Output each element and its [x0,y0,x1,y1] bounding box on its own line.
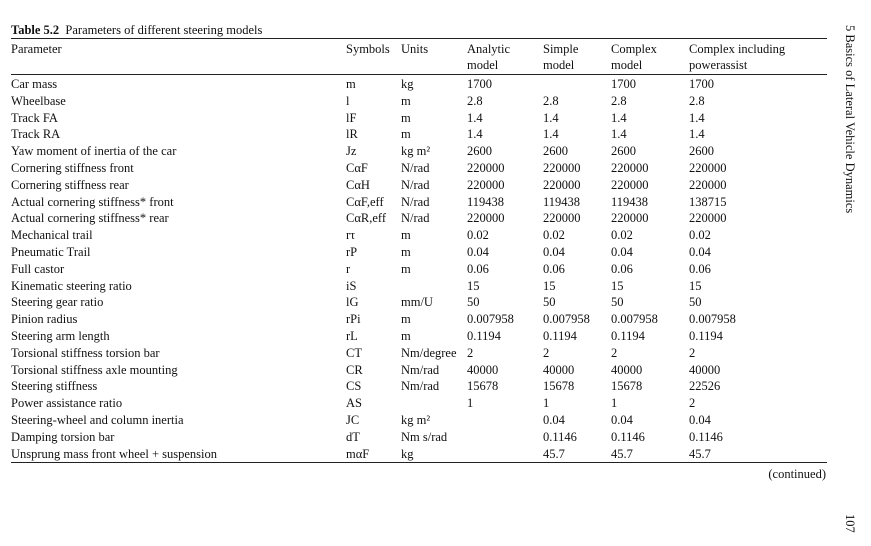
analytic-cell: 40000 [467,362,499,377]
complex-cell: 0.06 [611,261,633,276]
header-complex-2: model [611,58,643,72]
param-cell: Track FA [11,110,58,125]
unit-cell: N/rad [401,177,430,192]
param-cell: Actual cornering stiffness* rear [11,211,169,226]
simple-cell: 220000 [543,177,581,192]
symbol-cell: iS [346,278,357,293]
header-units: Units [401,42,429,56]
complex-pa-cell: 220000 [689,177,727,192]
complex-cell: 220000 [611,161,649,175]
table-row [11,446,827,463]
table-row [11,378,827,395]
analytic-cell: 0.007958 [467,312,514,327]
table-row [11,244,827,261]
symbol-cell: CT [346,345,362,360]
unit-cell: m [401,110,411,125]
param-cell: Cornering stiffness front [11,161,134,175]
simple-cell: 2600 [543,144,568,159]
param-cell: Wheelbase [11,93,66,108]
simple-cell: 2 [543,345,550,360]
analytic-cell: 0.06 [467,261,489,276]
complex-pa-cell: 0.02 [689,228,711,243]
symbol-cell: r [346,261,351,276]
symbol-cell: CαF [346,161,368,175]
analytic-cell: 220000 [467,161,505,175]
page-number-text: 107 [843,514,857,533]
analytic-cell: 0.1194 [467,329,501,343]
symbol-cell: l [346,93,350,108]
complex-cell: 220000 [611,211,649,226]
unit-cell: m [401,93,411,108]
complex-pa-cell: 2600 [689,144,714,159]
table-caption [11,22,262,38]
table-row [11,362,827,379]
running-header-text: 5 Basics of Lateral Vehicle Dynamics [843,25,857,214]
simple-cell: 45.7 [543,446,565,461]
header-rule [11,74,827,75]
unit-cell: Nm/rad [401,379,440,394]
analytic-cell: 1700 [467,77,492,91]
complex-pa-cell: 1700 [689,77,714,91]
complex-pa-cell: 15 [689,278,702,293]
table-row [11,160,827,177]
unit-cell: N/rad [401,194,430,209]
analytic-cell: 0.02 [467,228,489,243]
table-row [11,194,827,211]
complex-pa-cell: 0.1146 [689,429,723,444]
table-label: Table 5.2 [11,23,60,37]
complex-pa-cell: 0.007958 [689,312,736,327]
complex-cell: 50 [611,295,624,310]
complex-pa-cell: 1.4 [689,127,705,142]
header-symbols: Symbols [346,42,390,56]
complex-cell: 15 [611,278,624,293]
table-row [11,278,827,295]
unit-cell: m [401,329,411,343]
table-row [11,227,827,244]
analytic-cell: 0.04 [467,245,489,259]
page-number [842,514,862,540]
unit-cell: m [401,228,411,243]
simple-cell: 220000 [543,211,581,226]
simple-cell: 2.8 [543,93,559,108]
complex-cell: 40000 [611,362,643,377]
param-cell: Kinematic steering ratio [11,278,132,293]
simple-cell: 0.04 [543,413,565,427]
symbol-cell: rPi [346,312,361,327]
complex-cell: 0.02 [611,228,633,243]
complex-cell: 1 [611,396,618,411]
table-row [11,395,827,412]
complex-cell: 0.1146 [611,429,645,444]
symbol-cell: rL [346,329,358,343]
symbol-cell: lR [346,127,358,142]
unit-cell: N/rad [401,211,430,226]
symbol-cell: CαF,eff [346,194,384,209]
simple-cell: 1.4 [543,110,559,125]
complex-pa-cell: 0.04 [689,413,711,427]
unit-cell: kg [401,77,414,91]
analytic-cell: 1.4 [467,110,483,125]
symbol-cell: lG [346,295,359,310]
param-cell: Yaw moment of inertia of the car [11,144,177,159]
complex-cell: 2600 [611,144,636,159]
analytic-cell: 220000 [467,211,505,226]
param-cell: Power assistance ratio [11,396,123,411]
param-cell: Pneumatic Trail [11,245,91,259]
table-row [11,294,827,311]
unit-cell: kg [401,446,414,461]
table-row [11,110,827,127]
simple-cell: 50 [543,295,556,310]
analytic-cell: 50 [467,295,480,310]
unit-cell: kg m² [401,144,431,159]
param-cell: Steering gear ratio [11,295,104,310]
complex-pa-cell: 0.04 [689,245,711,259]
unit-cell: m [401,261,411,276]
complex-cell: 0.1194 [611,329,645,343]
unit-cell: mm/U [401,295,433,310]
simple-cell: 15678 [543,379,575,394]
unit-cell: kg m² [401,413,431,427]
header-analytic-2: model [467,58,499,72]
analytic-cell: 119438 [467,194,505,209]
complex-cell: 45.7 [611,446,633,461]
complex-cell: 119438 [611,194,649,209]
param-cell: Unsprung mass front wheel + suspension [11,446,217,461]
table-row [11,210,827,227]
analytic-cell: 15678 [467,379,499,394]
header-simple-1: Simple [543,42,579,56]
complex-pa-cell: 50 [689,295,702,310]
complex-pa-cell: 0.1194 [689,329,723,343]
symbol-cell: CαR,eff [346,211,386,226]
simple-cell: 220000 [543,161,581,175]
complex-cell: 0.04 [611,413,633,427]
header-analytic-1: Analytic [467,42,511,56]
param-cell: Full castor [11,261,65,276]
complex-cell: 220000 [611,177,649,192]
table-row [11,261,827,278]
header-parameter: Parameter [11,42,62,56]
param-cell: Torsional stiffness axle mounting [11,362,178,377]
complex-pa-cell: 2 [689,396,696,411]
complex-pa-cell: 2 [689,345,696,360]
symbol-cell: JC [346,413,360,427]
analytic-cell: 220000 [467,177,505,192]
analytic-cell: 2.8 [467,93,483,108]
param-cell: Steering arm length [11,329,110,343]
running-header [842,25,862,325]
simple-cell: 0.007958 [543,312,590,327]
param-cell: Actual cornering stiffness* front [11,194,174,209]
complex-pa-cell: 40000 [689,362,721,377]
table-row [11,143,827,160]
table-title: Parameters of different steering models [65,23,263,37]
simple-cell: 0.06 [543,261,565,276]
unit-cell: Nm s/rad [401,429,448,444]
param-cell: Cornering stiffness rear [11,177,129,192]
simple-cell: 15 [543,278,556,293]
complex-cell: 15678 [611,379,643,394]
complex-pa-cell: 220000 [689,211,727,226]
simple-cell: 40000 [543,362,575,377]
table-row [11,412,827,429]
complex-pa-cell: 45.7 [689,446,711,461]
symbol-cell: AS [346,396,362,411]
complex-pa-cell: 1.4 [689,110,705,125]
complex-cell: 2.8 [611,93,627,108]
continued-note: (continued) [768,467,826,481]
complex-pa-cell: 2.8 [689,93,705,108]
table-row [11,126,827,143]
header-simple-2: model [543,58,575,72]
complex-cell: 1700 [611,77,636,91]
bottom-rule [11,462,827,463]
simple-cell: 119438 [543,194,581,209]
table-row [11,93,827,110]
param-cell: Torsional stiffness torsion bar [11,345,160,360]
analytic-cell: 2600 [467,144,492,159]
complex-cell: 1.4 [611,127,627,142]
header-complex-1: Complex [611,42,657,56]
symbol-cell: rP [346,245,358,259]
simple-cell: 1 [543,396,550,411]
analytic-cell: 1.4 [467,127,483,142]
symbol-cell: lF [346,110,357,125]
analytic-cell: 15 [467,278,480,293]
param-cell: Track RA [11,127,61,142]
symbol-cell: CαH [346,177,370,192]
symbol-cell: CS [346,379,362,394]
param-cell: Pinion radius [11,312,78,327]
unit-cell: m [401,312,411,327]
symbol-cell: CR [346,362,363,377]
top-rule [11,38,827,39]
table-row [11,345,827,362]
analytic-cell: 2 [467,345,474,360]
analytic-cell: 1 [467,396,474,411]
table-row [11,177,827,194]
param-cell: Damping torsion bar [11,429,115,444]
simple-cell: 1.4 [543,127,559,142]
param-cell: Car mass [11,77,58,91]
simple-cell: 0.1146 [543,429,577,444]
complex-pa-cell: 138715 [689,194,727,209]
unit-cell: Nm/rad [401,362,440,377]
symbol-cell: m [346,77,356,91]
symbol-cell: mαF [346,446,370,461]
unit-cell: m [401,127,411,142]
complex-cell: 2 [611,345,618,360]
simple-cell: 0.04 [543,245,565,259]
simple-cell: 0.1194 [543,329,577,343]
header-complex-pa-1: Complex including [689,42,786,56]
unit-cell: Nm/degree [401,345,457,360]
param-cell: Steering-wheel and column inertia [11,413,184,427]
table-row [11,76,827,93]
complex-pa-cell: 220000 [689,161,727,175]
symbol-cell: dT [346,429,360,444]
unit-cell: N/rad [401,161,430,175]
complex-pa-cell: 0.06 [689,261,711,276]
complex-pa-cell: 22526 [689,379,721,394]
complex-cell: 1.4 [611,110,627,125]
table-row [11,429,827,446]
symbol-cell: rτ [346,228,356,243]
symbol-cell: Jz [346,144,357,159]
unit-cell: m [401,245,411,259]
param-cell: Mechanical trail [11,228,93,243]
complex-cell: 0.04 [611,245,633,259]
table-row [11,328,827,345]
table-row [11,311,827,328]
param-cell: Steering stiffness [11,379,98,394]
complex-cell: 0.007958 [611,312,658,327]
simple-cell: 0.02 [543,228,565,243]
header-complex-pa-2: powerassist [689,58,748,72]
